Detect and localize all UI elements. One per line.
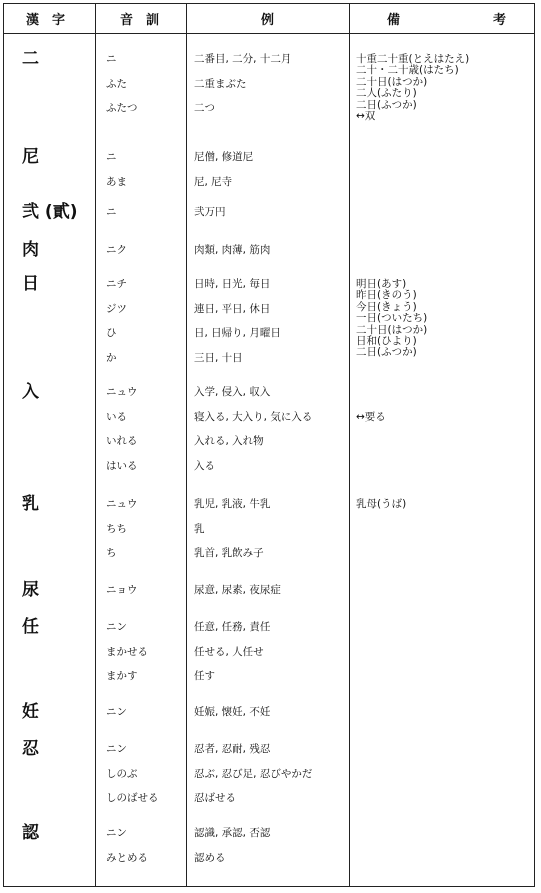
kanji-cell: 尿 xyxy=(22,580,39,600)
reading-cell: みとめる xyxy=(106,851,148,864)
example-cell: 二番目, 二分, 十二月 xyxy=(194,53,292,65)
example-cell: 日時, 日光, 毎日 xyxy=(194,278,271,290)
example-cell: 三日, 十日 xyxy=(194,352,243,365)
example-cell: 任せる, 人任せ xyxy=(194,645,264,658)
remark-cell: 二日(ふつか) xyxy=(356,98,417,111)
reading-cell: ニク xyxy=(106,244,127,256)
reading-cell: ニン xyxy=(106,706,127,718)
reading-cell: か xyxy=(106,352,117,365)
example-cell: 尼, 尼寺 xyxy=(194,175,233,188)
reading-cell: ニン xyxy=(106,743,127,755)
kanji-cell: 二 xyxy=(22,49,39,69)
reading-cell: ニン xyxy=(106,621,127,633)
reading-cell: しのばせる xyxy=(106,792,159,805)
reading-cell: はいる xyxy=(106,460,138,473)
kanji-cell: 妊 xyxy=(22,702,39,722)
example-cell: 弐万円 xyxy=(194,206,226,218)
example-cell: 乳児, 乳液, 牛乳 xyxy=(194,498,271,510)
remark-cell: 二十日(はつか) xyxy=(356,323,428,336)
example-cell: 認める xyxy=(194,851,226,864)
remark-cell: 二人(ふたり) xyxy=(356,87,417,100)
header-example: 例 xyxy=(261,13,275,28)
reading-cell: ち xyxy=(106,547,117,560)
example-cell: 忍ばせる xyxy=(194,792,236,805)
example-cell: 連日, 平日, 休日 xyxy=(194,302,271,315)
kanji-cell: 乳 xyxy=(22,494,39,514)
reading-cell: ニ xyxy=(106,53,117,65)
reading-cell: あま xyxy=(106,175,127,188)
reading-cell: ニュウ xyxy=(106,498,138,510)
reading-cell: ジツ xyxy=(106,302,127,315)
reading-cell: ニ xyxy=(106,151,117,163)
kanji-cell: 肉 xyxy=(22,240,39,260)
column-divider xyxy=(349,3,350,887)
example-cell: 任す xyxy=(194,670,215,683)
reading-cell: ふたつ xyxy=(106,102,138,115)
remark-cell: 昨日(きのう) xyxy=(356,289,417,302)
remark-cell: 十重二十重(とえはたえ) xyxy=(356,53,470,65)
example-cell: 寝入る, 大入り, 気に入る xyxy=(194,410,313,423)
remark-cell: 二十日(はつか) xyxy=(356,75,428,88)
remark-cell: 二日(ふつか) xyxy=(356,346,417,359)
remark-cell: 一日(ついたち) xyxy=(356,312,428,325)
example-cell: 二つ xyxy=(194,102,215,115)
reading-cell: ひ xyxy=(106,327,117,340)
example-cell: 入れる, 入れ物 xyxy=(194,435,264,448)
header-divider xyxy=(3,33,535,34)
reading-cell: しのぶ xyxy=(106,767,138,780)
reading-cell: ニョウ xyxy=(106,584,138,596)
reading-cell: ニ xyxy=(106,206,117,218)
remark-cell: 二十・二十歳(はたち) xyxy=(356,64,459,77)
remark-cell: 乳母(うば) xyxy=(356,498,407,510)
reading-cell: まかせる xyxy=(106,645,148,658)
example-cell: 妊娠, 懐妊, 不妊 xyxy=(194,706,271,718)
kanji-cell: 入 xyxy=(22,382,39,402)
remark-cell: ↔双 xyxy=(356,110,376,122)
example-cell: 認識, 承認, 否認 xyxy=(194,827,271,839)
kanji-cell: 任 xyxy=(22,617,39,637)
reading-cell: ニチ xyxy=(106,278,127,290)
example-cell: 尿意, 尿素, 夜尿症 xyxy=(194,584,281,596)
column-divider xyxy=(186,3,187,887)
reading-cell: いれる xyxy=(106,435,138,448)
reading-cell: ふた xyxy=(106,77,127,90)
kanji-cell: 認 xyxy=(22,823,39,843)
example-cell: 忍者, 忍耐, 残忍 xyxy=(194,743,271,755)
remark-cell: 今日(きょう) xyxy=(356,300,417,313)
reading-cell: まかす xyxy=(106,670,138,683)
header-reading: 音 訓 xyxy=(120,13,160,28)
remark-cell: 日和(ひより) xyxy=(356,335,417,347)
reading-cell: ちち xyxy=(106,522,127,535)
example-cell: 肉類, 肉薄, 筋肉 xyxy=(194,244,271,256)
example-cell: 乳 xyxy=(194,522,205,535)
reading-cell: ニン xyxy=(106,827,127,839)
header-remark-1: 備 xyxy=(387,13,401,28)
example-cell: 二重まぶた xyxy=(194,77,247,90)
example-cell: 任意, 任務, 責任 xyxy=(194,621,271,633)
example-cell: 尼僧, 修道尼 xyxy=(194,151,254,163)
reading-cell: ニュウ xyxy=(106,386,138,398)
example-cell: 入る xyxy=(194,460,215,473)
kanji-cell: 尼 xyxy=(22,147,39,167)
example-cell: 入学, 侵入, 収入 xyxy=(194,386,271,398)
example-cell: 乳首, 乳飲み子 xyxy=(194,547,264,560)
remark-cell: 明日(あす) xyxy=(356,278,407,290)
reading-cell: いる xyxy=(106,410,127,423)
kanji-cell: 忍 xyxy=(22,739,39,759)
header-remark-2: 考 xyxy=(493,13,507,28)
kanji-cell: 日 xyxy=(22,274,39,294)
header-kanji: 漢 字 xyxy=(26,13,66,28)
example-cell: 日, 日帰り, 月曜日 xyxy=(194,327,281,340)
example-cell: 忍ぶ, 忍び足, 忍びやかだ xyxy=(194,767,313,780)
kanji-cell: 弐 (貳) xyxy=(22,202,78,222)
remark-cell: ↔要る xyxy=(356,410,386,423)
column-divider xyxy=(95,3,96,887)
